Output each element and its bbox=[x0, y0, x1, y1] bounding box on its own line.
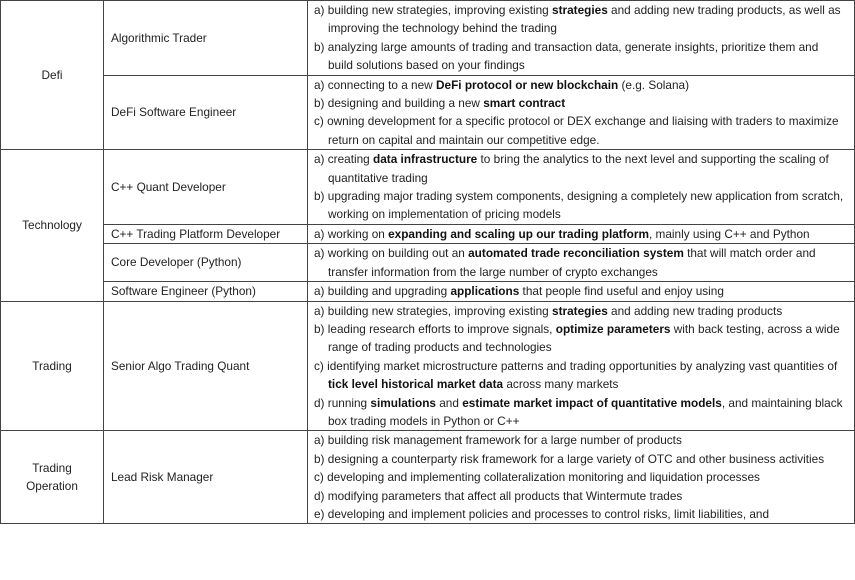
responsibility-item bbox=[314, 487, 846, 505]
role-title-cell: Algorithmic Trader bbox=[104, 1, 308, 76]
responsibility-item bbox=[314, 320, 846, 357]
role-title-cell: C++ Quant Developer bbox=[104, 150, 308, 225]
role-description-cell bbox=[308, 150, 855, 225]
responsibility-item bbox=[314, 225, 846, 243]
text-segment: d) running bbox=[314, 395, 371, 410]
bold-phrase: DeFi protocol or new blockchain bbox=[435, 77, 619, 92]
responsibility-item bbox=[314, 76, 846, 94]
text-segment: a) building and upgrading bbox=[314, 284, 451, 299]
bold-phrase: estimate market impact of quantitative models bbox=[462, 395, 722, 410]
text-segment: b) leading research efforts to improve signals, bbox=[314, 321, 556, 336]
text-segment: that people find useful and enjoy using bbox=[519, 284, 724, 299]
role-title-cell: Senior Algo Trading Quant bbox=[104, 301, 308, 431]
responsibility-item bbox=[314, 394, 846, 431]
bold-phrase: expanding and scaling up our trading platform bbox=[388, 226, 649, 241]
responsibility-item bbox=[314, 187, 846, 224]
role-title-cell: Software Engineer (Python) bbox=[104, 282, 308, 301]
responsibility-item bbox=[314, 468, 846, 486]
text-segment: a) building new strategies, improving existing bbox=[314, 303, 553, 318]
responsibility-item bbox=[314, 38, 846, 75]
text-segment: e) developing and implement policies and processes to control risks, limit liabilities, and bbox=[314, 506, 770, 521]
responsibility-item bbox=[314, 357, 846, 394]
role-description-cell bbox=[308, 75, 855, 150]
table-row bbox=[1, 301, 855, 431]
role-description-cell bbox=[308, 431, 855, 524]
category-cell: Trading Operation bbox=[1, 431, 104, 524]
text-segment: a) working on building out an bbox=[314, 246, 469, 261]
text-segment: that will match order and transfer information from the large number of crypto exchanges bbox=[328, 246, 816, 279]
bold-phrase: data infrastructure bbox=[373, 152, 478, 167]
text-segment: c) identifying market microstructure patterns and trading opportunities by analyzing vast quantities of bbox=[314, 358, 838, 373]
role-title-cell: C++ Trading Platform Developer bbox=[104, 224, 308, 243]
text-segment: , and maintaining black box trading models in Python or C++ bbox=[328, 395, 843, 428]
responsibility-item bbox=[314, 431, 846, 449]
responsibility-item bbox=[314, 112, 846, 149]
table-row bbox=[1, 150, 855, 225]
text-segment: (e.g. Solana) bbox=[618, 77, 690, 92]
bold-phrase: strategies bbox=[552, 3, 608, 17]
text-segment: c) developing and implementing collateralization monitoring and liquidation processes bbox=[314, 470, 760, 485]
bold-phrase: optimize parameters bbox=[555, 321, 671, 336]
table-row bbox=[1, 224, 855, 243]
responsibility-item bbox=[314, 150, 846, 187]
responsibility-item bbox=[314, 282, 846, 300]
text-segment: b) upgrading major trading system components, designing a completely new application from scratch, working on implementation of pricing models bbox=[314, 189, 844, 222]
text-segment: b) analyzing large amounts of trading and transaction data, generate insights, prioritize them and build solutions based on your findings bbox=[314, 39, 819, 73]
responsibility-item bbox=[314, 1, 846, 38]
responsibility-item bbox=[314, 94, 846, 112]
role-description-cell bbox=[308, 224, 855, 243]
text-segment: a) working on bbox=[314, 226, 389, 241]
category-cell: Technology bbox=[1, 150, 104, 301]
table-row bbox=[1, 244, 855, 282]
bold-phrase: simulations bbox=[370, 395, 436, 410]
text-segment: b) designing a counterparty risk framework for a large variety of OTC and other business activities bbox=[314, 451, 825, 466]
bold-phrase: applications bbox=[450, 284, 520, 299]
responsibility-item bbox=[314, 450, 846, 468]
role-title-cell: Core Developer (Python) bbox=[104, 244, 308, 282]
text-segment: with back testing, across a wide range of trading products and technologies bbox=[328, 321, 840, 355]
text-segment: a) building risk management framework for a large number of products bbox=[314, 433, 682, 448]
role-description-cell bbox=[308, 244, 855, 282]
role-description-cell bbox=[308, 301, 855, 431]
text-segment: across many markets bbox=[503, 377, 619, 392]
text-segment: d) modifying parameters that affect all products that Wintermute trades bbox=[314, 488, 683, 503]
bold-phrase: tick level historical market data bbox=[328, 377, 504, 392]
role-description-cell bbox=[308, 1, 855, 76]
bold-phrase: automated trade reconciliation system bbox=[468, 246, 684, 261]
role-title-cell: DeFi Software Engineer bbox=[104, 75, 308, 150]
category-cell: Trading bbox=[1, 301, 104, 431]
text-segment: a) connecting to a new bbox=[314, 77, 436, 92]
text-segment: b) designing and building a new bbox=[314, 96, 484, 111]
table-row bbox=[1, 282, 855, 301]
text-segment: a) creating bbox=[314, 152, 374, 167]
text-segment: and bbox=[435, 395, 463, 410]
text-segment: , mainly using C++ and Python bbox=[648, 226, 810, 241]
text-segment: and adding new trading products, as well as improving the technology behind the trading bbox=[328, 3, 841, 36]
text-segment: a) building new strategies, improving existing bbox=[314, 3, 553, 17]
responsibility-item bbox=[314, 302, 846, 320]
table-row bbox=[1, 1, 855, 76]
text-segment: to bring the analytics to the next level and supporting the scaling of quantitative trading bbox=[328, 152, 829, 185]
responsibility-item bbox=[314, 244, 846, 281]
table-row bbox=[1, 431, 855, 524]
bold-phrase: smart contract bbox=[483, 96, 566, 111]
responsibility-item bbox=[314, 505, 846, 523]
category-cell: Defi bbox=[1, 1, 104, 150]
table-row bbox=[1, 75, 855, 150]
text-segment: c) owning development for a specific protocol or DEX exchange and liaising with traders to maximize return on capital and maintain our competitive edge. bbox=[314, 114, 839, 147]
role-description-cell bbox=[308, 282, 855, 301]
text-segment: and adding new trading products bbox=[607, 303, 783, 318]
role-title-cell: Lead Risk Manager bbox=[104, 431, 308, 524]
bold-phrase: strategies bbox=[552, 303, 608, 318]
